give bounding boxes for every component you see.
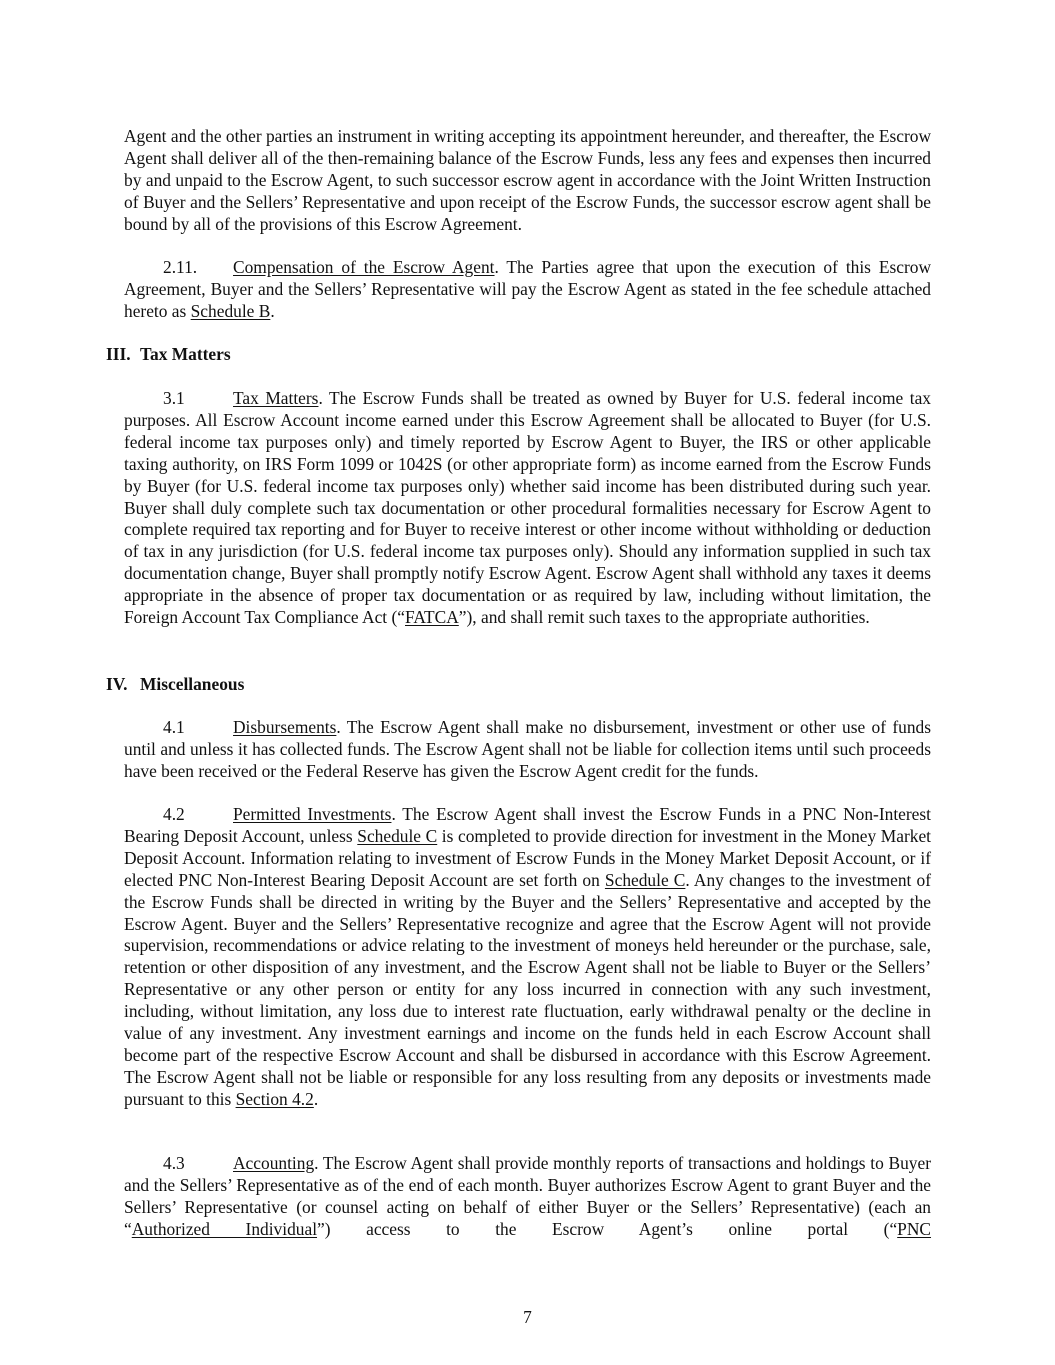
heading-numeral: IV. (106, 674, 128, 694)
schedule-c-reference: Schedule C (604, 869, 686, 890)
section-4-2-reference: Section 4.2 (235, 1088, 314, 1109)
page-number: 7 (523, 1307, 532, 1327)
schedule-b-reference: Schedule B (190, 300, 271, 321)
section-title: Accounting (233, 1153, 315, 1173)
section-2-11: 2.11. Compensation of the Escrow Agent. The Parties agree that upon the execution of this Escrow Agreement, Buyer and the Sellers’ Representative will pay the Escrow Agent as stated in the fee schedule attached hereto as Schedule B. (124, 257, 931, 321)
section-4-1 (124, 717, 931, 783)
fatca-term: FATCA (405, 607, 459, 628)
section-number: 4.2 (163, 804, 185, 824)
section-text: . The Parties agree that upon the execution of this Escrow Agreement, Buyer and the Sellers’ Representative will pay the Escrow Agent as stated in the fee schedule attached hereto as (124, 257, 931, 321)
section-text: . The Escrow Funds shall be treated as owned by Buyer for U.S. federal income tax purposes. All Escrow Account income earned under this Escrow Agreement shall be allocated to Buyer (for U.S. federal income tax purposes only) and timely reported by Escrow Agent to Buyer, the IRS or other applicable taxing authority, on IRS Form 1099 or 1042S (or other appropriate form) as income earned from the Escrow Funds by Buyer (for U.S. federal income tax purposes only) whether said income has been distributed during such year. Buyer shall duly complete such tax documentation or other procedural formalities necessary for Escrow Agent to complete required tax reporting and for Buyer to receive interest or other income without withholding or deduction of tax in any jurisdiction (for U.S. federal income tax purposes only). Should any information supplied in such tax documentation change, Buyer shall promptly notify Escrow Agent. Escrow Agent shall withhold any taxes it deems appropriate in the absence of proper tax documentation or as required by law, including without limitation, the Foreign Account Tax Compliance Act (“ (124, 388, 931, 628)
section-number: 4.3 (163, 1153, 185, 1173)
schedule-c-reference: Schedule C (357, 825, 438, 846)
heading-numeral: III. (106, 344, 131, 364)
section-number: 4.1 (163, 717, 185, 737)
section-title: Disbursements (233, 717, 337, 737)
section-3-1: 3.1 Tax Matters. The Escrow Funds shall be treated as owned by Buyer for U.S. federal income tax purposes. All Escrow Account income earned under this Escrow Agreement shall be allocated to Buyer (for U.S. federal income tax purposes only) and timely reported by Escrow Agent to Buyer, the IRS or other applicable taxing authority, on IRS Form 1099 or 1042S (or other appropriate form) as income earned from the Escrow Funds by Buyer (for U.S. federal income tax purposes only) whether said income has been distributed during such year. Buyer shall duly complete such tax documentation or other procedural formalities necessary for Escrow Agent to complete required tax reporting and for Buyer to receive interest or other income without withholding or deduction of tax in any jurisdiction (for U.S. federal income tax purposes only). Should any information supplied in such tax documentation change, Buyer shall promptly notify Escrow Agent. Escrow Agent shall withhold any taxes it deems appropriate in the absence of proper tax documentation or as required by law, including without limitation, the Foreign Account Tax Compliance Act (“FATCA”), and shall remit such taxes to the appropriate authorities. (124, 388, 931, 628)
section-number: 2.11. (163, 257, 198, 277)
paragraph-text: Agent and the other parties an instrument in writing accepting its appointment hereunder, and thereafter, the Escrow Agent shall deliver all of the then-remaining balance of the Escrow Funds, less any fees and expenses then incurred by and unpaid to the Escrow Agent, to such successor escrow agent in accordance with the Joint Written Instruction of Buyer and the Sellers’ Representative and upon receipt of the Escrow Funds, the successor escrow agent shall be bound by all of the provisions of this Escrow Agreement. (124, 126, 931, 234)
pnc-term: PNC (897, 1218, 932, 1239)
section-title: Compensation of the Escrow Agent (233, 257, 495, 277)
section-4-3: 4.3 Accounting. The Escrow Agent shall provide monthly reports of transactions and holdings to Buyer and the Sellers’ Representative as of the end of each month. Buyer authorizes Escrow Agent to grant Buyer and the Sellers’ Representative (or counsel acting on behalf of either Buyer or the Sellers’ Representative) (each an “Authorized Individual”) access to the Escrow Agent’s online portal (“PNC (124, 1153, 932, 1239)
paragraph-2-10-continuation (124, 126, 931, 236)
section-title: Permitted Investments (233, 804, 392, 824)
section-4-2: 4.2 Permitted Investments. The Escrow Agent shall invest the Escrow Funds in a PNC Non-Interest Bearing Deposit Account, unless Schedule C is completed to provide direction for investment in the Money Market Deposit Account. Information relating to investment of Escrow Funds in the Money Market Deposit Account, or if elected PNC Non-Interest Bearing Deposit Account are set forth on Schedule C. Any changes to the investment of the Escrow Funds shall be directed in writing by the Buyer and the Sellers’ Representative and accepted by the Escrow Agent. Buyer and the Sellers’ Representative recognize and agree that the Escrow Agent will not provide supervision, recommendations or advice relating to the investment of moneys held hereunder or the purchase, sale, retention or other disposition of any investment, and the Escrow Agent shall not be liable to Buyer or the Sellers’ Representative or any other person or entity for any loss incurred in connection with any such investment, including, without limitation, any loss due to interest rate fluctuation, early withdrawal penalty or the decline in value of any investment. Any investment earnings and income on the funds held in each Escrow Account shall become part of the respective Escrow Account and shall be disbursed in accordance with this Escrow Agreement. The Escrow Agent shall not be liable or responsible for any loss resulting from any deposits or investments made pursuant to this Section 4.2. (124, 804, 931, 1109)
section-title: Tax Matters (233, 388, 319, 408)
section-text: . The Escrow Agent shall make no disbursement, investment or other use of funds until and unless it has collected funds. The Escrow Agent shall not be liable for collection items until such proceeds have been received or the Federal Reserve has given the Escrow Agent credit for the funds. (124, 717, 931, 781)
heading-title: Tax Matters (140, 344, 231, 364)
heading-title: Miscellaneous (140, 674, 245, 694)
section-number: 3.1 (163, 388, 185, 408)
heading-iv (106, 674, 244, 696)
authorized-individual-term: Authorized Individual (131, 1218, 318, 1239)
heading-iii (106, 344, 231, 366)
